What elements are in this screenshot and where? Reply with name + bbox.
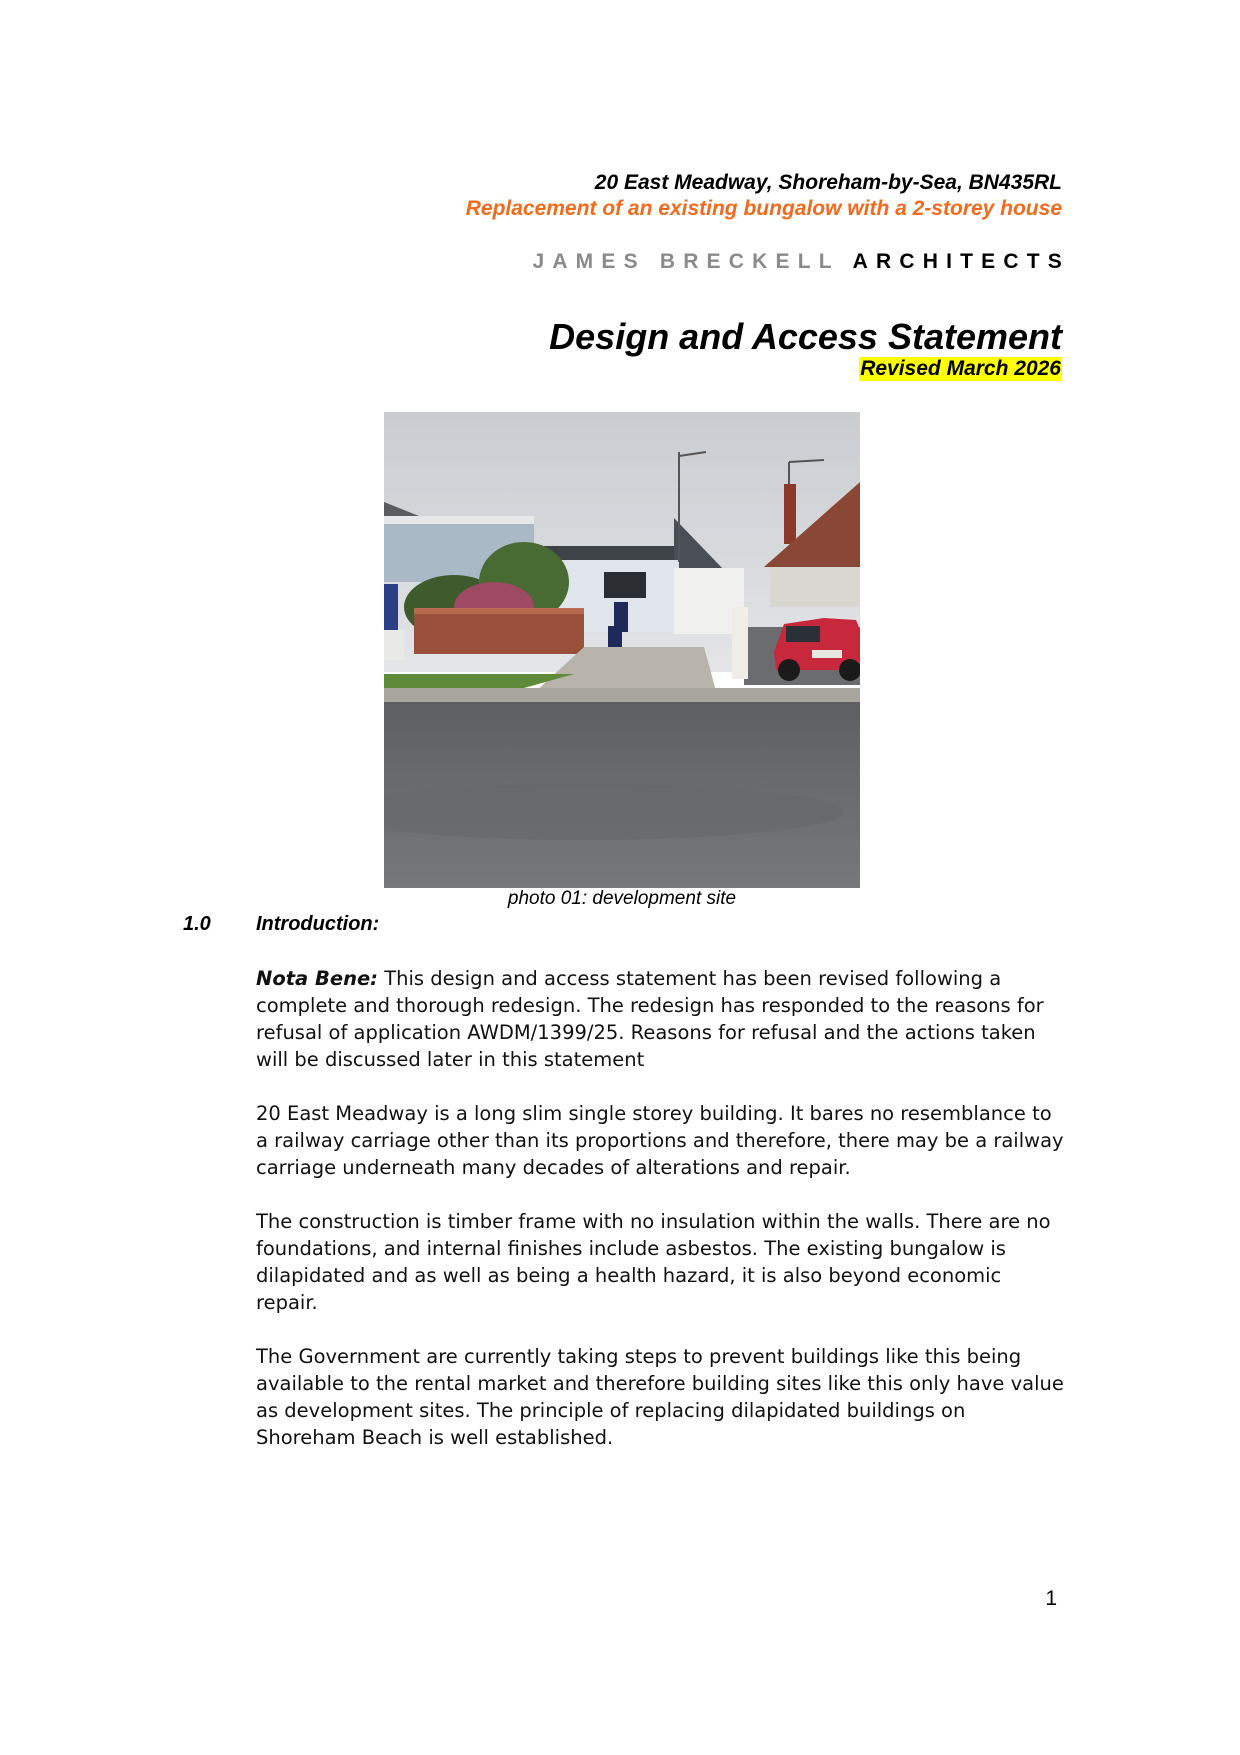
nota-bene-label: Nota Bene: [256, 967, 378, 990]
body-text [256, 965, 1068, 1478]
paragraph: Nota Bene: This design and access statement has been revised following a complete and thorough redesign. The redesign has responded to the reasons for refusal of application AWDM/1399/25. Reasons for refusal and the actions taken will be discussed later in this statement [256, 967, 1044, 1071]
firm-name: JAMES BRECKELL [532, 250, 840, 273]
site-photo [384, 412, 860, 888]
page-number: 1 [1045, 1587, 1057, 1610]
project-subtitle: Replacement of an existing bungalow with a 2-storey house [465, 197, 1062, 220]
section-number: 1.0 [183, 913, 211, 935]
photo-caption: photo 01: development site [507, 888, 737, 909]
section-title: Introduction: [256, 913, 380, 935]
paragraph: The construction is timber frame with no insulation within the walls. There are no foundations, and internal finishes include asbestos. The existing bungalow is dilapidated and as well as being a health hazard, it is also beyond economic repair. [256, 1210, 1051, 1314]
paragraph: 20 East Meadway is a long slim single storey building. It bares no resemblance to a railway carriage other than its proportions and therefore, there may be a railway carriage underneath many decades of alterations and repair. [256, 1102, 1064, 1179]
revision-badge: Revised March 2026 [860, 357, 1061, 380]
site-address: 20 East Meadway, Shoreham-by-Sea, BN435RL [594, 171, 1062, 194]
firm-logo [532, 250, 1070, 274]
page-title: Design and Access Statement [549, 316, 1062, 357]
paragraph: The Government are currently taking steps to prevent buildings like this being available to the rental market and therefore building sites like this only have value as development sites. The principle of replacing dilapidated buildings on Shoreham Beach is well established. [256, 1345, 1064, 1449]
firm-suffix: ARCHITECTS [852, 250, 1070, 273]
